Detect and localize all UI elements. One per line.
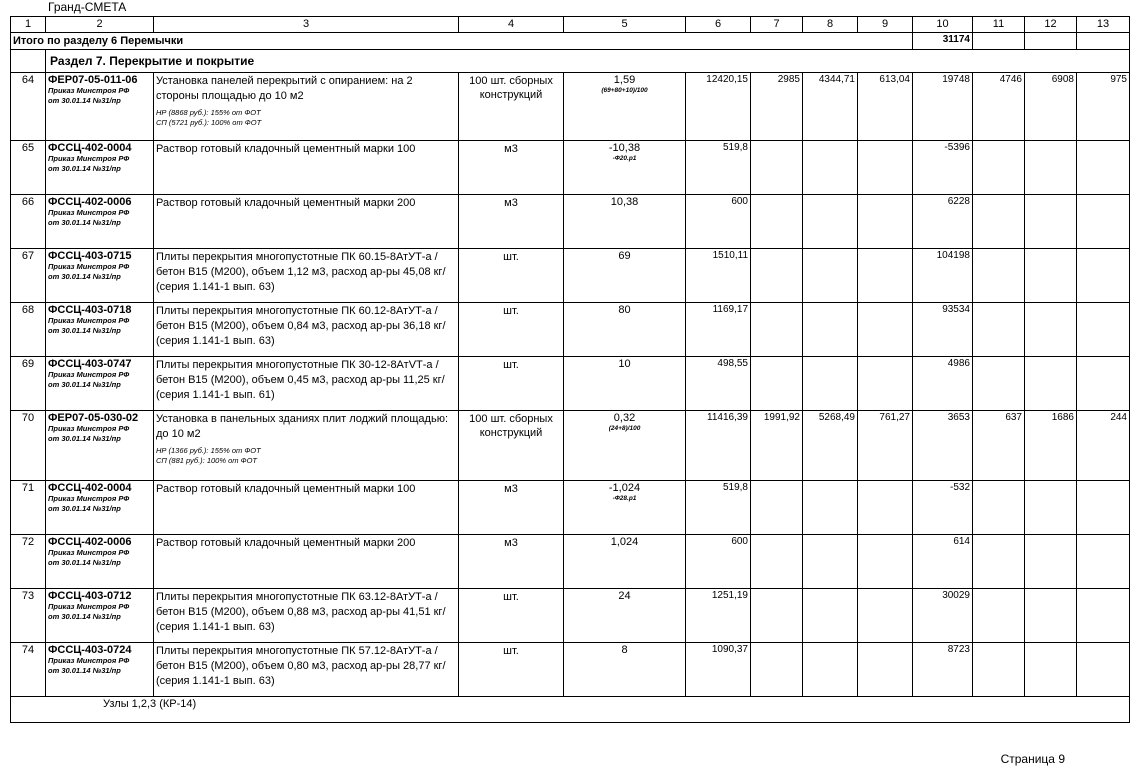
cell-c6: 1090,37: [686, 643, 751, 697]
cell-c7: [751, 141, 803, 195]
header-col-11: 11: [973, 17, 1025, 33]
item-source-line1: Приказ Минстроя РФ: [48, 494, 130, 503]
qty-cell: [564, 481, 686, 535]
header-col-1: 1: [11, 17, 46, 33]
cell-c12: [1025, 481, 1077, 535]
desc-cell: [154, 303, 459, 357]
item-quantity: 0,32: [613, 412, 636, 424]
item-description: Раствор готовый кладочный цементный марки 100: [156, 143, 416, 155]
cell-c10: -532: [913, 481, 973, 535]
item-unit: 100 шт. сборных конструкций: [459, 73, 564, 141]
section6-total-value: 31174: [913, 33, 973, 50]
item-code: ФССЦ-402-0006: [48, 196, 132, 208]
cell-c13: [1077, 249, 1130, 303]
row-number: 70: [11, 411, 46, 481]
code-cell: [46, 249, 154, 303]
header-col-5: 5: [564, 17, 686, 33]
cell-c8: [803, 481, 858, 535]
cell-c13: [1077, 535, 1130, 589]
item-quantity: 8: [621, 644, 628, 656]
item-code: ФЕР07-05-030-02: [48, 412, 139, 424]
cell-c7: [751, 481, 803, 535]
item-description: Установка панелей перекрытий с опиранием: на 2 стороны площадью до 10 м2: [156, 75, 413, 102]
cell-c13: [1077, 141, 1130, 195]
item-description: Плиты перекрытия многопустотные ПК 60.15-8АтУТ-а /бетон В15 (М200), объем 1,12 м3, расход ар-ры 45,08 кг/ (серия 1.141-1 вып. 63): [156, 251, 446, 293]
qty-cell: [564, 303, 686, 357]
header-col-12: 12: [1025, 17, 1077, 33]
item-description: Плиты перекрытия многопустотные ПК 63.12-8АтУТ-а /бетон В15 (М200), объем 0,88 м3, расход ар-ры 41,51 кг/ (серия 1.141-1 вып. 63): [156, 591, 446, 633]
cell-c12: [1025, 141, 1077, 195]
table-row: [11, 411, 1130, 481]
section6-total-label: Итого по разделу 6 Перемычки: [11, 33, 913, 50]
header-col-7: 7: [751, 17, 803, 33]
item-source-line2: от 30.01.14 №31/пр: [48, 272, 121, 281]
item-source-line2: от 30.01.14 №31/пр: [48, 666, 121, 675]
cell-c9: [858, 481, 913, 535]
qty-cell: [564, 73, 686, 141]
cell-c9: [858, 303, 913, 357]
desc-cell: [154, 411, 459, 481]
item-note-profit: СП (881 руб.): 100% от ФОТ: [156, 456, 257, 465]
header-col-4: 4: [459, 17, 564, 33]
header-col-13: 13: [1077, 17, 1130, 33]
cell-c13: 975: [1077, 73, 1130, 141]
header-row: [11, 17, 1130, 33]
code-cell: [46, 411, 154, 481]
item-unit: шт.: [459, 643, 564, 697]
cell-c9: [858, 195, 913, 249]
cell-c11: [973, 303, 1025, 357]
section7-title-row: [11, 50, 1130, 73]
cell-c13: [1077, 589, 1130, 643]
cell-c9: [858, 589, 913, 643]
item-source-line2: от 30.01.14 №31/пр: [48, 164, 121, 173]
item-quantity: 10: [618, 358, 631, 370]
row-number: 65: [11, 141, 46, 195]
cell-c12: [1025, 535, 1077, 589]
desc-cell: [154, 141, 459, 195]
cell-c8: 5268,49: [803, 411, 858, 481]
cell-c6: 519,8: [686, 141, 751, 195]
cell-c10: 93534: [913, 303, 973, 357]
section6-total-row: [11, 33, 1130, 50]
code-cell: [46, 643, 154, 697]
item-quantity: 1,59: [613, 74, 636, 86]
cell-c6: 600: [686, 535, 751, 589]
item-quantity-formula: -Ф28.р1: [612, 495, 637, 502]
item-note-overhead: НР (1366 руб.): 155% от ФОТ: [156, 446, 261, 455]
cell-c8: [803, 303, 858, 357]
qty-cell: [564, 357, 686, 411]
cell-c13: 244: [1077, 411, 1130, 481]
item-source-line1: Приказ Минстроя РФ: [48, 316, 130, 325]
qty-cell: [564, 249, 686, 303]
cell-c7: [751, 643, 803, 697]
cell-c12: 6908: [1025, 73, 1077, 141]
header-col-10: 10: [913, 17, 973, 33]
item-quantity-formula: (69+80+10)/100: [601, 87, 648, 94]
cell-c7: [751, 303, 803, 357]
item-quantity: 69: [618, 250, 631, 262]
cell-c8: [803, 535, 858, 589]
item-description: Установка в панельных зданиях плит лоджий площадью: до 10 м2: [156, 413, 448, 440]
cell-c7: 2985: [751, 73, 803, 141]
cell-c12: [1025, 357, 1077, 411]
table-row: [11, 195, 1130, 249]
item-quantity: -1,024: [608, 482, 641, 494]
cell-c8: [803, 141, 858, 195]
item-unit: шт.: [459, 357, 564, 411]
table-row: [11, 249, 1130, 303]
cell-c6: 600: [686, 195, 751, 249]
item-source-line1: Приказ Минстроя РФ: [48, 370, 130, 379]
qty-cell: [564, 141, 686, 195]
cell-c13: [1077, 195, 1130, 249]
item-note-overhead: НР (8868 руб.): 155% от ФОТ: [156, 108, 261, 117]
header-col-8: 8: [803, 17, 858, 33]
footer-note: Узлы 1,2,3 (КР-14): [11, 697, 1130, 723]
item-quantity: 80: [618, 304, 631, 316]
qty-cell: [564, 411, 686, 481]
cell-c8: [803, 643, 858, 697]
cell-c10: 4986: [913, 357, 973, 411]
qty-cell: [564, 589, 686, 643]
item-code: ФССЦ-403-0712: [48, 590, 132, 602]
table-row: [11, 141, 1130, 195]
cell-c6: 1169,17: [686, 303, 751, 357]
item-description: Плиты перекрытия многопустотные ПК 60.12-8АтУТ-а /бетон В15 (М200), объем 0,84 м3, расход ар-ры 36,18 кг/ (серия 1.141-1 вып. 63): [156, 305, 446, 347]
item-quantity: -10,38: [608, 142, 641, 154]
item-source-line1: Приказ Минстроя РФ: [48, 86, 130, 95]
code-cell: [46, 481, 154, 535]
desc-cell: [154, 643, 459, 697]
item-source-line2: от 30.01.14 №31/пр: [48, 612, 121, 621]
header-col-6: 6: [686, 17, 751, 33]
row-number: 71: [11, 481, 46, 535]
cell-c9: 613,04: [858, 73, 913, 141]
cell-c6: 498,55: [686, 357, 751, 411]
cell-c12: [1025, 195, 1077, 249]
cell-c6: 519,8: [686, 481, 751, 535]
cell-c10: 3653: [913, 411, 973, 481]
item-code: ФССЦ-402-0006: [48, 536, 132, 548]
item-code: ФЕР07-05-011-06: [48, 74, 138, 86]
item-quantity-formula: (24+8)/100: [608, 425, 641, 432]
desc-cell: [154, 589, 459, 643]
empty-cell: [973, 33, 1025, 50]
row-number: 68: [11, 303, 46, 357]
cell-c11: [973, 535, 1025, 589]
item-unit: м3: [459, 141, 564, 195]
cell-c11: 4746: [973, 73, 1025, 141]
code-cell: [46, 535, 154, 589]
empty-cell: [1077, 33, 1130, 50]
item-unit: шт.: [459, 249, 564, 303]
desc-cell: [154, 195, 459, 249]
row-number: 74: [11, 643, 46, 697]
item-quantity-formula: -Ф20.р1: [612, 155, 637, 162]
cell-c11: [973, 357, 1025, 411]
item-description: Раствор готовый кладочный цементный марки 100: [156, 483, 416, 495]
desc-cell: [154, 73, 459, 141]
item-description: Раствор готовый кладочный цементный марки 200: [156, 537, 416, 549]
empty-cell: [1025, 33, 1077, 50]
qty-cell: [564, 535, 686, 589]
row-number: 73: [11, 589, 46, 643]
cell-c8: [803, 357, 858, 411]
item-source-line1: Приказ Минстроя РФ: [48, 548, 130, 557]
item-source-line1: Приказ Минстроя РФ: [48, 656, 130, 665]
cell-c7: [751, 249, 803, 303]
cell-c9: 761,27: [858, 411, 913, 481]
item-source-line1: Приказ Минстроя РФ: [48, 602, 130, 611]
cell-c6: 1510,11: [686, 249, 751, 303]
cell-c6: 11416,39: [686, 411, 751, 481]
item-code: ФССЦ-403-0718: [48, 304, 132, 316]
item-quantity: 1,024: [610, 536, 639, 548]
code-cell: [46, 303, 154, 357]
item-quantity: 24: [618, 590, 631, 602]
cell-c7: [751, 357, 803, 411]
cell-c10: 614: [913, 535, 973, 589]
item-source-line2: от 30.01.14 №31/пр: [48, 504, 121, 513]
cell-c10: 104198: [913, 249, 973, 303]
item-source-line1: Приказ Минстроя РФ: [48, 154, 130, 163]
cell-c11: [973, 249, 1025, 303]
item-source-line2: от 30.01.14 №31/пр: [48, 326, 121, 335]
row-number: 67: [11, 249, 46, 303]
item-source-line1: Приказ Минстроя РФ: [48, 262, 130, 271]
item-source-line1: Приказ Минстроя РФ: [48, 208, 130, 217]
item-code: ФССЦ-403-0715: [48, 250, 132, 262]
row-number: 66: [11, 195, 46, 249]
item-code: ФССЦ-403-0747: [48, 358, 132, 370]
cell-c12: [1025, 643, 1077, 697]
cell-c13: [1077, 303, 1130, 357]
row-number: 72: [11, 535, 46, 589]
cell-c7: [751, 195, 803, 249]
item-unit: м3: [459, 195, 564, 249]
item-code: ФССЦ-402-0004: [48, 482, 132, 494]
qty-cell: [564, 195, 686, 249]
page-number: Страница 9: [1000, 752, 1065, 766]
cell-c7: [751, 535, 803, 589]
table-row: [11, 643, 1130, 697]
app-title: Гранд-СМЕТА: [48, 0, 127, 14]
cell-c13: [1077, 643, 1130, 697]
cell-c9: [858, 141, 913, 195]
desc-cell: [154, 249, 459, 303]
cell-c9: [858, 643, 913, 697]
estimate-table: [10, 16, 1130, 723]
item-description: Раствор готовый кладочный цементный марки 200: [156, 197, 416, 209]
qty-cell: [564, 643, 686, 697]
item-source-line2: от 30.01.14 №31/пр: [48, 96, 121, 105]
desc-cell: [154, 357, 459, 411]
cell-c9: [858, 249, 913, 303]
header-col-2: 2: [46, 17, 154, 33]
cell-c7: 1991,92: [751, 411, 803, 481]
cell-c11: [973, 195, 1025, 249]
code-cell: [46, 589, 154, 643]
cell-c10: 6228: [913, 195, 973, 249]
item-code: ФССЦ-402-0004: [48, 142, 132, 154]
cell-c6: 1251,19: [686, 589, 751, 643]
row-number: 64: [11, 73, 46, 141]
item-unit: м3: [459, 535, 564, 589]
item-source-line2: от 30.01.14 №31/пр: [48, 434, 121, 443]
cell-c12: [1025, 589, 1077, 643]
item-source-line2: от 30.01.14 №31/пр: [48, 380, 121, 389]
table-row: [11, 73, 1130, 141]
cell-c11: [973, 643, 1025, 697]
cell-c8: [803, 249, 858, 303]
cell-c13: [1077, 357, 1130, 411]
cell-c8: 4344,71: [803, 73, 858, 141]
cell-c9: [858, 357, 913, 411]
cell-c12: [1025, 303, 1077, 357]
table-row: [11, 303, 1130, 357]
cell-c10: 19748: [913, 73, 973, 141]
desc-cell: [154, 481, 459, 535]
empty-cell: [11, 50, 46, 73]
item-unit: 100 шт. сборных конструкций: [459, 411, 564, 481]
cell-c12: [1025, 249, 1077, 303]
table-row: [11, 481, 1130, 535]
cell-c11: [973, 481, 1025, 535]
row-number: 69: [11, 357, 46, 411]
cell-c8: [803, 195, 858, 249]
cell-c11: 637: [973, 411, 1025, 481]
header-col-9: 9: [858, 17, 913, 33]
table-row: [11, 357, 1130, 411]
cell-c7: [751, 589, 803, 643]
item-source-line2: от 30.01.14 №31/пр: [48, 218, 121, 227]
code-cell: [46, 141, 154, 195]
section7-title: Раздел 7. Перекрытие и покрытие: [46, 50, 1130, 73]
item-unit: м3: [459, 481, 564, 535]
item-unit: шт.: [459, 303, 564, 357]
item-quantity: 10,38: [610, 196, 639, 208]
item-note-profit: СП (5721 руб.): 100% от ФОТ: [156, 118, 262, 127]
desc-cell: [154, 535, 459, 589]
item-code: ФССЦ-403-0724: [48, 644, 132, 656]
item-description: Плиты перекрытия многопустотные ПК 30-12-8АтVТ-а /бетон В15 (М200), объем 0,45 м3, расход ар-ры 11,25 кг/ (серия 1.141-1 вып. 61): [156, 359, 445, 401]
item-unit: шт.: [459, 589, 564, 643]
cell-c6: 12420,15: [686, 73, 751, 141]
cell-c9: [858, 535, 913, 589]
cell-c11: [973, 141, 1025, 195]
code-cell: [46, 73, 154, 141]
item-source-line1: Приказ Минстроя РФ: [48, 424, 130, 433]
code-cell: [46, 357, 154, 411]
item-source-line2: от 30.01.14 №31/пр: [48, 558, 121, 567]
item-description: Плиты перекрытия многопустотные ПК 57.12-8АтУТ-а /бетон В15 (М200), объем 0,80 м3, расход ар-ры 28,77 кг/ (серия 1.141-1 вып. 63): [156, 645, 446, 687]
table-row: [11, 589, 1130, 643]
code-cell: [46, 195, 154, 249]
cell-c11: [973, 589, 1025, 643]
footer-row: [11, 697, 1130, 723]
cell-c10: -5396: [913, 141, 973, 195]
cell-c10: 30029: [913, 589, 973, 643]
header-col-3: 3: [154, 17, 459, 33]
cell-c10: 8723: [913, 643, 973, 697]
cell-c13: [1077, 481, 1130, 535]
cell-c8: [803, 589, 858, 643]
table-row: [11, 535, 1130, 589]
cell-c12: 1686: [1025, 411, 1077, 481]
